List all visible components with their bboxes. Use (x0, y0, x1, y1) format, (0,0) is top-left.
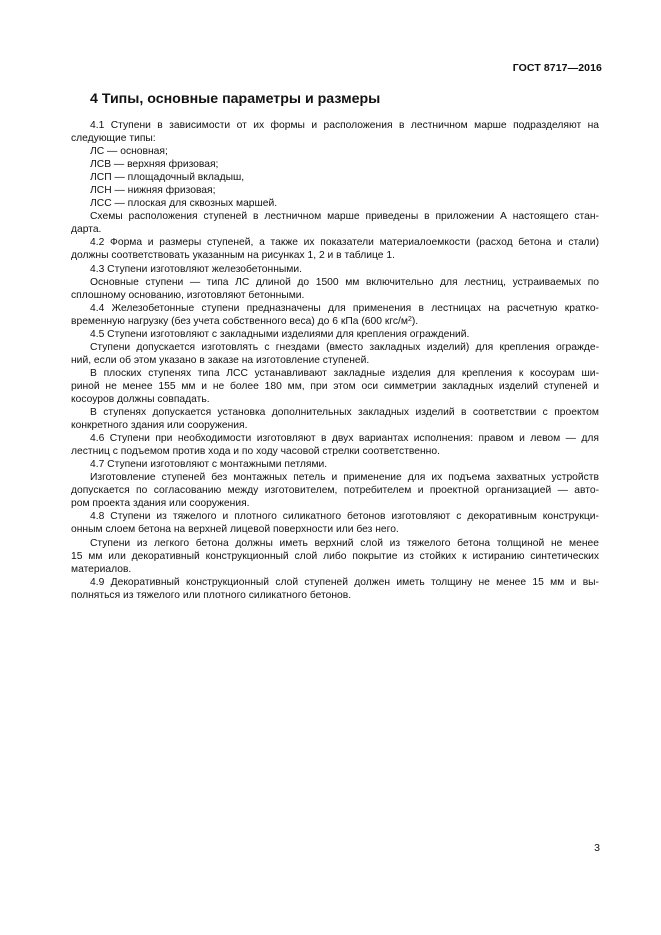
document-code: ГОСТ 8717—2016 (512, 62, 602, 74)
paragraph-line: 15 мм или декоративный конструкционный слой либо покрытие из стойких к истиранию синтетических (71, 550, 599, 562)
paragraph-line: 4.4 Железобетонные ступени предназначены для применения в лестницах на расчетную кратко- (90, 302, 599, 314)
paragraph-line: В ступенях допускается установка дополнительных закладных изделий в соответствии с проектом (90, 407, 599, 419)
list-item: ЛСН — нижняя фризовая; (90, 185, 216, 197)
paragraph-line: ром проекта здания или сооружения. (71, 498, 250, 510)
paragraph-line: онным слоем бетона на верхней лицевой поверхности или без него. (71, 524, 399, 536)
paragraph-line: ний, если об этом указано в заказе на изготовление ступеней. (71, 354, 370, 366)
paragraph-line: Основные ступени — типа ЛС длиной до 1500 мм включительно для лестниц, устраиваемых по (90, 276, 599, 288)
paragraph-line: 4.7 Ступени изготовляют с монтажными петлями. (90, 459, 328, 471)
paragraph-line: 4.2 Форма и размеры ступеней, а также их показатели материалоемкости (расход бетона и стали) (90, 237, 599, 249)
list-item: ЛС — основная; (90, 146, 168, 158)
paragraph-line: 4.6 Ступени при необходимости изготовляют в двух вариантах исполнения: правом и левом — для (90, 433, 599, 445)
paragraph-line: Ступени из легкого бетона должны иметь верхний слой из тяжелого бетона толщиной не менее (90, 537, 599, 549)
paragraph-line: косоуров должны совпадать. (71, 393, 210, 405)
paragraph-line: 4.5 Ступени изготовляют с закладными изделиями для крепления ограждений. (90, 328, 470, 340)
section-title: 4 Типы, основные параметры и размеры (90, 91, 381, 107)
list-item: ЛСС — плоская для сквозных маршей. (90, 198, 278, 210)
paragraph-line: риной не менее 155 мм и не более 180 мм, при этом оси симметрии закладных изделий ступеней и (71, 380, 599, 392)
paragraph-line: дарта. (71, 224, 102, 236)
paragraph-line-text: временную нагрузку (без учета собственного веса) до 6 кПа (600 кгс/м (71, 315, 408, 327)
paragraph-line: Схемы расположения ступеней в лестничном марше приведены в приложении А настоящего стан- (90, 211, 599, 223)
paragraph-line: 4.1 Ступени в зависимости от их формы и расположения в лестничном марше подразделяют на (90, 120, 599, 131)
paragraph-line: Ступени допускается изготовлять с гнездами (вместо закладных изделий) для крепления огражде- (90, 341, 599, 353)
paragraph-line: материалов. (71, 563, 132, 575)
paragraph-line: допускается по согласованию между изготовителем, потребителем и проектной организацией — авто- (71, 485, 599, 497)
paragraph-line: 4.3 Ступени изготовляют железобетонными. (90, 263, 302, 275)
paragraph-line: 4.8 Ступени из тяжелого и плотного силикатного бетонов изготовляют с декоративным конструкци- (90, 511, 599, 523)
paragraph-line: полняться из тяжелого или плотного силикатного бетонов. (71, 589, 352, 601)
paragraph-line: В плоских ступенях типа ЛСС устанавливают закладные изделия для крепления к косоурам ши- (90, 367, 599, 379)
superscript: 2 (407, 315, 412, 323)
paragraph-line: конкретного здания или сооружения. (71, 420, 248, 432)
paragraph-line: должны соответствовать указанным на рисунках 1, 2 и в таблице 1. (71, 250, 395, 262)
paragraph-line (71, 315, 599, 328)
paragraph-line-tail: ). (411, 315, 419, 327)
paragraph-line: Изготовление ступеней без монтажных петель и применение для их подъема захватных устройств (90, 472, 599, 484)
list-item: ЛСП — площадочный вкладыш, (90, 172, 245, 184)
page-number: 3 (594, 842, 600, 854)
paragraph-line: лестниц с подъемом против хода и по ходу часовой стрелки соответственно. (71, 446, 440, 458)
section-body (71, 119, 599, 602)
paragraph-line: следующие типы: (71, 133, 156, 145)
list-item: ЛСВ — верхняя фризовая; (90, 159, 219, 171)
paragraph-line: сплошному основанию, изготовляют бетонными. (71, 289, 305, 301)
paragraph-line: 4.9 Декоративный конструкционный слой ступеней должен иметь толщину не менее 15 мм и вы- (90, 576, 599, 588)
